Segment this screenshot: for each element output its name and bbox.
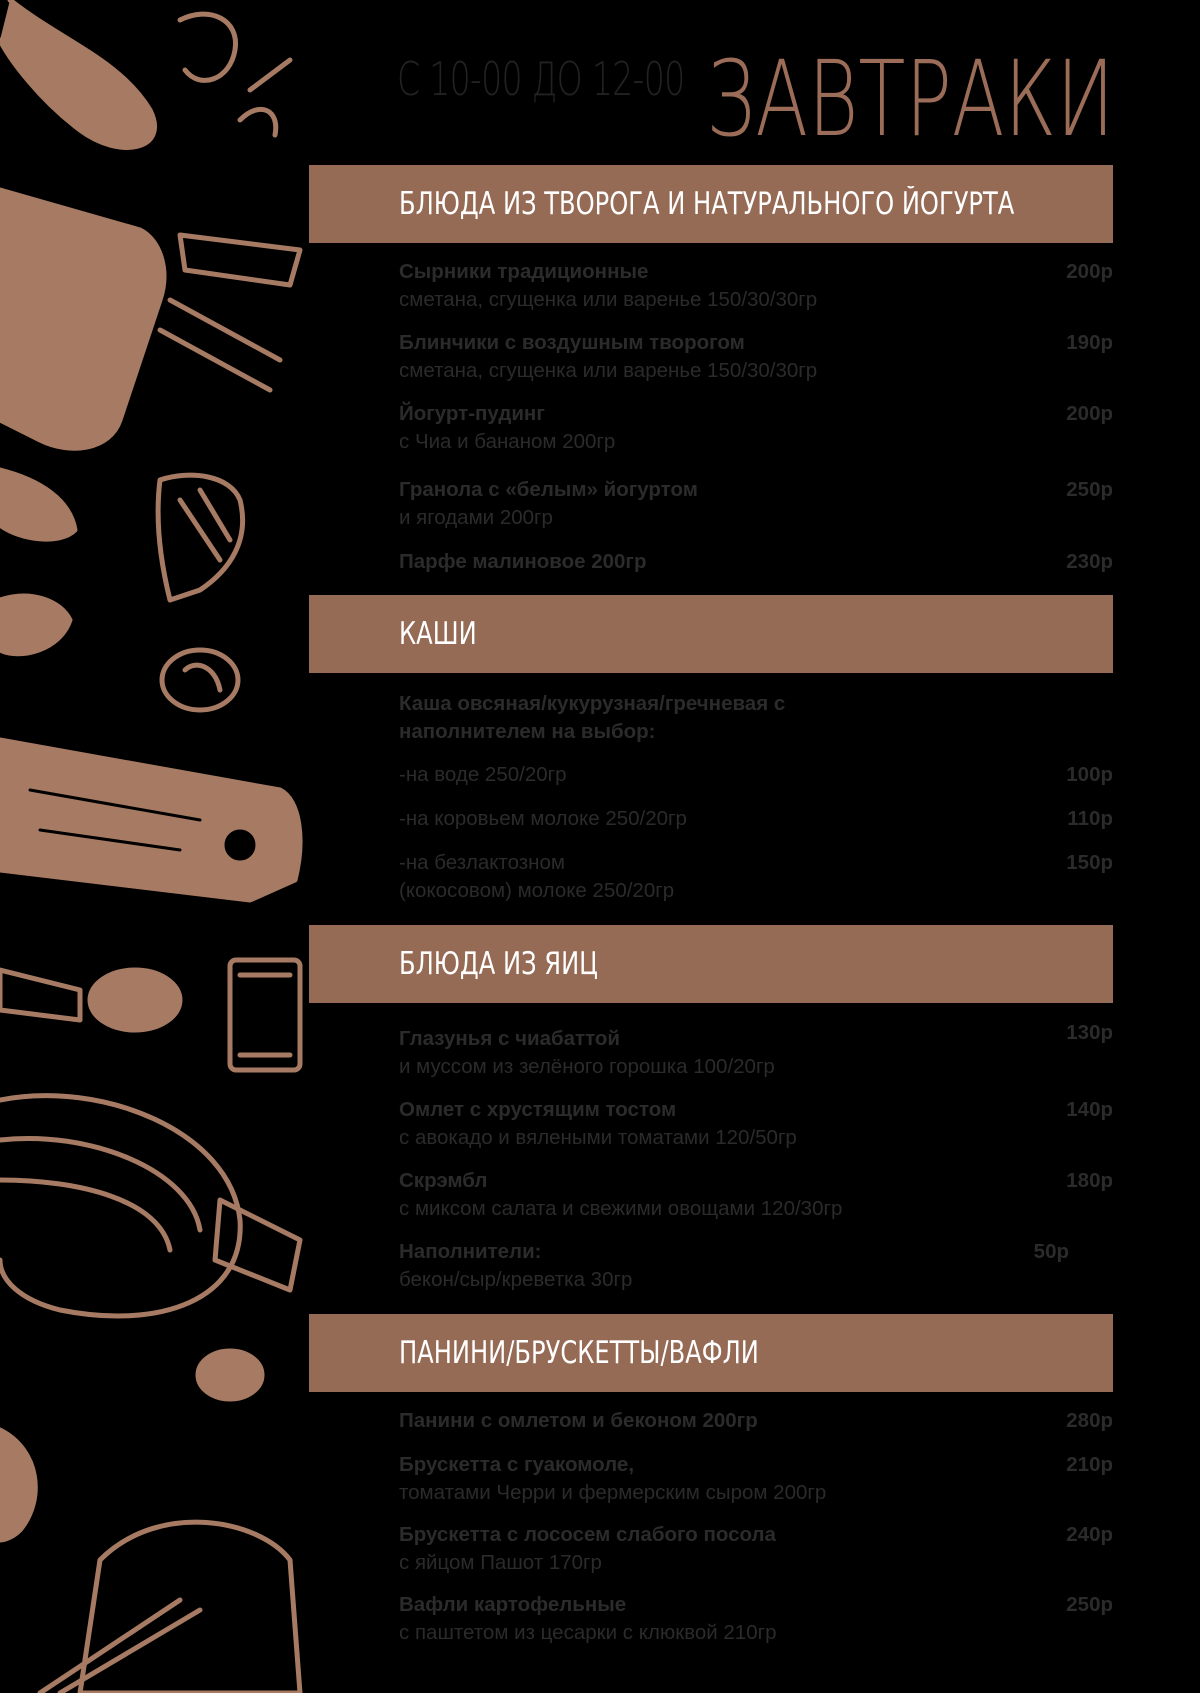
item-desc: с яйцом Пашот 170гр (399, 1551, 602, 1574)
item-price: 200р (1066, 260, 1113, 283)
section-title: ПАНИНИ/БРУСКЕТТЫ/ВАФЛИ (399, 1335, 759, 1371)
knife-icon (180, 235, 300, 285)
section-header-eggs (309, 925, 1113, 1003)
menu-item (399, 1451, 1113, 1507)
item-price: 110р (1067, 807, 1113, 830)
item-desc: -на воде 250/20гр (399, 763, 567, 786)
item-price: 280р (1066, 1409, 1113, 1432)
whisk-icon (0, 1096, 240, 1316)
menu-item (399, 1167, 1113, 1223)
item-name: Вафли картофельные (399, 1593, 627, 1616)
item-name: Йогурт-пудинг (399, 402, 545, 425)
menu-item (399, 400, 1113, 456)
section-title: КАШИ (399, 616, 477, 652)
item-price: 150р (1066, 851, 1113, 874)
item-price: 240р (1066, 1523, 1113, 1546)
item-desc: томатами Черри и фермерским сыром 200гр (399, 1481, 827, 1504)
item-desc: -на безлактозном (399, 851, 565, 874)
menu-item (399, 805, 1113, 833)
item-price: 130р (1066, 1021, 1113, 1044)
item-desc: сметана, сгущенка или варенье 150/30/30гр (399, 288, 818, 311)
menu-item (399, 1407, 1113, 1435)
section-title: БЛЮДА ИЗ ЯИЦ (399, 946, 598, 982)
rolling-pin-icon (0, 190, 164, 448)
item-name: Глазунья с чиабаттой (399, 1027, 620, 1050)
item-name: Омлет с хрустящим тостом (399, 1098, 677, 1121)
menu-item (399, 476, 1113, 532)
item-price: 200р (1066, 402, 1113, 425)
menu-item (399, 690, 1113, 746)
section-header-cottage-cheese (309, 165, 1113, 243)
menu-item (399, 1521, 1113, 1577)
item-desc: (кокосовом) молоке 250/20гр (399, 879, 675, 902)
spoon-icon (90, 970, 180, 1030)
food-illustration-strip (0, 0, 310, 1693)
item-desc: с паштетом из цесарки с клюквой 210гр (399, 1621, 777, 1644)
menu-item (399, 1238, 1113, 1294)
section-title: БЛЮДА ИЗ ТВОРОГА И НАТУРАЛЬНОГО ЙОГУРТА (399, 186, 1015, 222)
item-name: Блинчики с воздушным творогом (399, 331, 745, 354)
menu-item (399, 1591, 1113, 1647)
menu-item (399, 258, 1113, 314)
item-desc: и муссом из зелёного горошка 100/20гр (399, 1055, 775, 1078)
menu-item (399, 329, 1113, 385)
item-desc: сметана, сгущенка или варенье 150/30/30гр (399, 359, 818, 382)
item-price: 190р (1066, 331, 1113, 354)
opening-hours: С 10-00 ДО 12-00 (397, 52, 685, 106)
item-price: 250р (1066, 478, 1113, 501)
menu-item (399, 849, 1113, 905)
item-price: 140р (1066, 1098, 1113, 1121)
bean-icon (162, 650, 238, 710)
item-price: 250р (1066, 1593, 1113, 1616)
item-name: Скрэмбл (399, 1169, 488, 1192)
item-desc: с Чиа и бананом 200гр (399, 430, 616, 453)
cutting-board-icon (0, 740, 300, 900)
item-desc: -на коровьем молоке 250/20гр (399, 807, 687, 830)
item-name: Брускетта с гуакомоле, (399, 1453, 635, 1476)
item-name: Каша овсяная/кукурузная/гречневая с (399, 692, 786, 715)
section-header-panini (309, 1314, 1113, 1392)
menu-item (399, 1021, 1113, 1081)
item-desc: бекон/сыр/креветка 30гр (399, 1268, 633, 1291)
item-price: 230р (1066, 550, 1113, 573)
ladle-icon (80, 1522, 300, 1693)
leek-icon (0, 0, 155, 147)
handle-icon (0, 970, 80, 1020)
item-name: Наполнители: (399, 1240, 542, 1263)
menu-item (399, 1096, 1113, 1152)
item-price: 100р (1066, 763, 1113, 786)
item-desc: с миксом салата и свежими овощами 120/30гр (399, 1197, 843, 1220)
item-name: Панини с омлетом и беконом 200гр (399, 1409, 758, 1432)
section-header-porridge (309, 595, 1113, 673)
item-name: наполнителем на выбор: (399, 720, 656, 743)
menu-item (399, 761, 1113, 789)
item-name: Парфе малиновое 200гр (399, 550, 647, 573)
item-price: 180р (1066, 1169, 1113, 1192)
item-name: Гранола с «белым» йогуртом (399, 478, 698, 501)
item-price: 210р (1066, 1453, 1113, 1476)
almond-icon (0, 470, 75, 539)
item-desc: и ягодами 200гр (399, 506, 553, 529)
menu-item (399, 548, 1113, 576)
item-price: 50р (1033, 1240, 1069, 1263)
item-desc: с авокадо и вялеными томатами 120/50гр (399, 1126, 797, 1149)
page-title: ЗАВТРАКИ (705, 38, 1114, 160)
item-name: Сырники традиционные (399, 260, 649, 283)
item-name: Брускетта с лососем слабого посола (399, 1523, 776, 1546)
